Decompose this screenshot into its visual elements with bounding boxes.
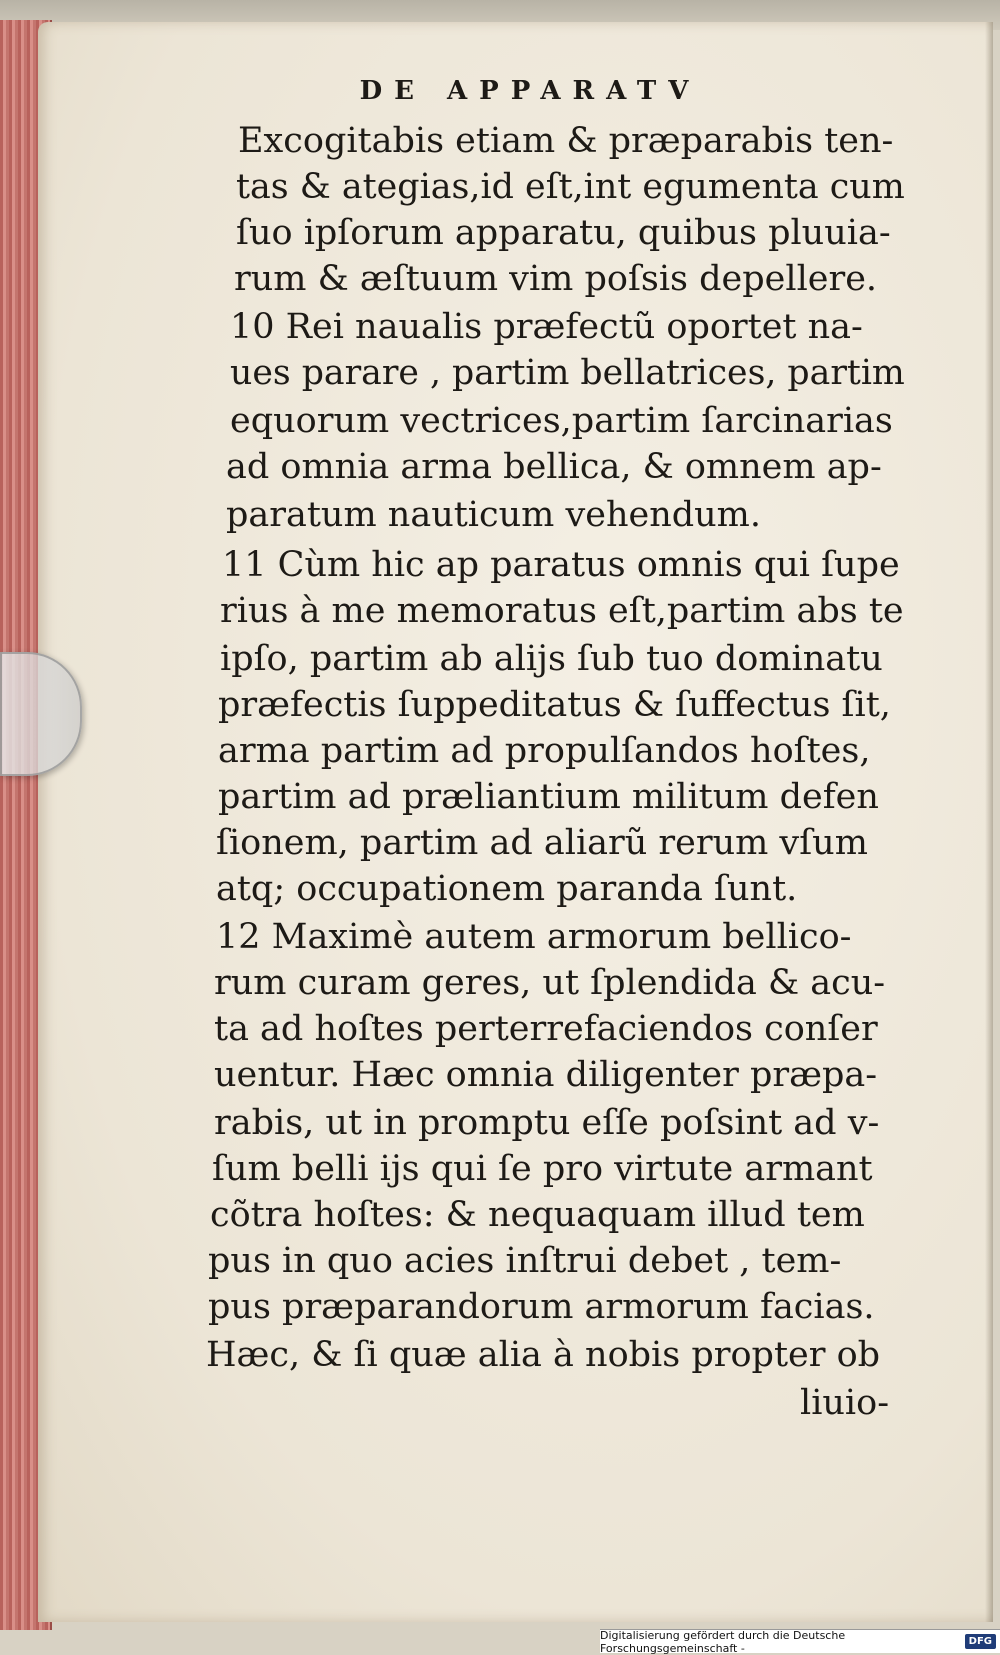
text-line: Excogitabis etiam & præparabis ten- [238, 121, 894, 161]
text-line: ſionem, partim ad aliarũ rerum vſum [216, 823, 868, 863]
text-line: 12 Maximè autem armorum bellico- [216, 917, 852, 957]
text-line: præfectis ſuppeditatus & ſuffectus ſit, [218, 685, 891, 725]
text-line: partim ad præliantium militum defen [218, 777, 879, 817]
text-line: rabis, ut in promptu eſſe poſsint ad v- [214, 1103, 880, 1143]
text-line: rius à me memoratus eſt,partim abs te [220, 591, 904, 631]
text-line: ad omnia arma bellica, & omnem ap- [226, 447, 882, 487]
text-line: rum curam geres, ut ſplendida & acu- [214, 963, 886, 1003]
page-text [0, 118, 1000, 1528]
dfg-logo: DFG [965, 1634, 996, 1649]
text-line: ipſo, partim ab alijs ſub tuo dominatu [220, 639, 883, 679]
text-line: 11 Cùm hic ap paratus omnis qui ſupe [222, 545, 900, 585]
text-line: uentur. Hæc omnia diligenter præpa- [214, 1055, 878, 1095]
text-line: 10 Rei naualis præfectũ oportet na- [230, 307, 863, 347]
digitization-footer [600, 1629, 1000, 1653]
text-line: cõtra hoſtes: & nequaquam illud tem [210, 1195, 865, 1235]
text-line: Hæc, & ſi quæ alia à nobis propter ob [206, 1335, 881, 1375]
text-line: ta ad hoſtes perterrefaciendos conſer [214, 1009, 878, 1049]
text-line: arma partim ad propulſandos hoſtes, [218, 731, 871, 771]
text-line: ſuo ipſorum apparatu, quibus pluuia- [236, 213, 891, 253]
text-line: pus præparandorum armorum facias. [208, 1287, 875, 1327]
text-line: equorum vectrices,partim ſarcinarias [230, 401, 893, 441]
footer-credit: Digitalisierung gefördert durch die Deutsche Forschungsgemeinschaft - [600, 1628, 846, 1655]
text-line: ſum belli ijs qui ſe pro virtute armant [212, 1149, 873, 1189]
running-title: DE APPARATV [359, 76, 701, 106]
text-line: pus in quo acies inſtrui debet , tem- [208, 1241, 842, 1281]
text-line: tas & ategias,id eſt,int egumenta cum [236, 167, 905, 207]
text-line: atq; occupationem paranda ſunt. [216, 869, 798, 909]
text-line: ues parare , partim bellatrices, partim [230, 353, 905, 393]
text-line: rum & æſtuum vim poſsis depellere. [234, 259, 878, 299]
text-line: paratum nauticum vehendum. [226, 495, 761, 535]
catchword: liuio- [800, 1383, 890, 1423]
